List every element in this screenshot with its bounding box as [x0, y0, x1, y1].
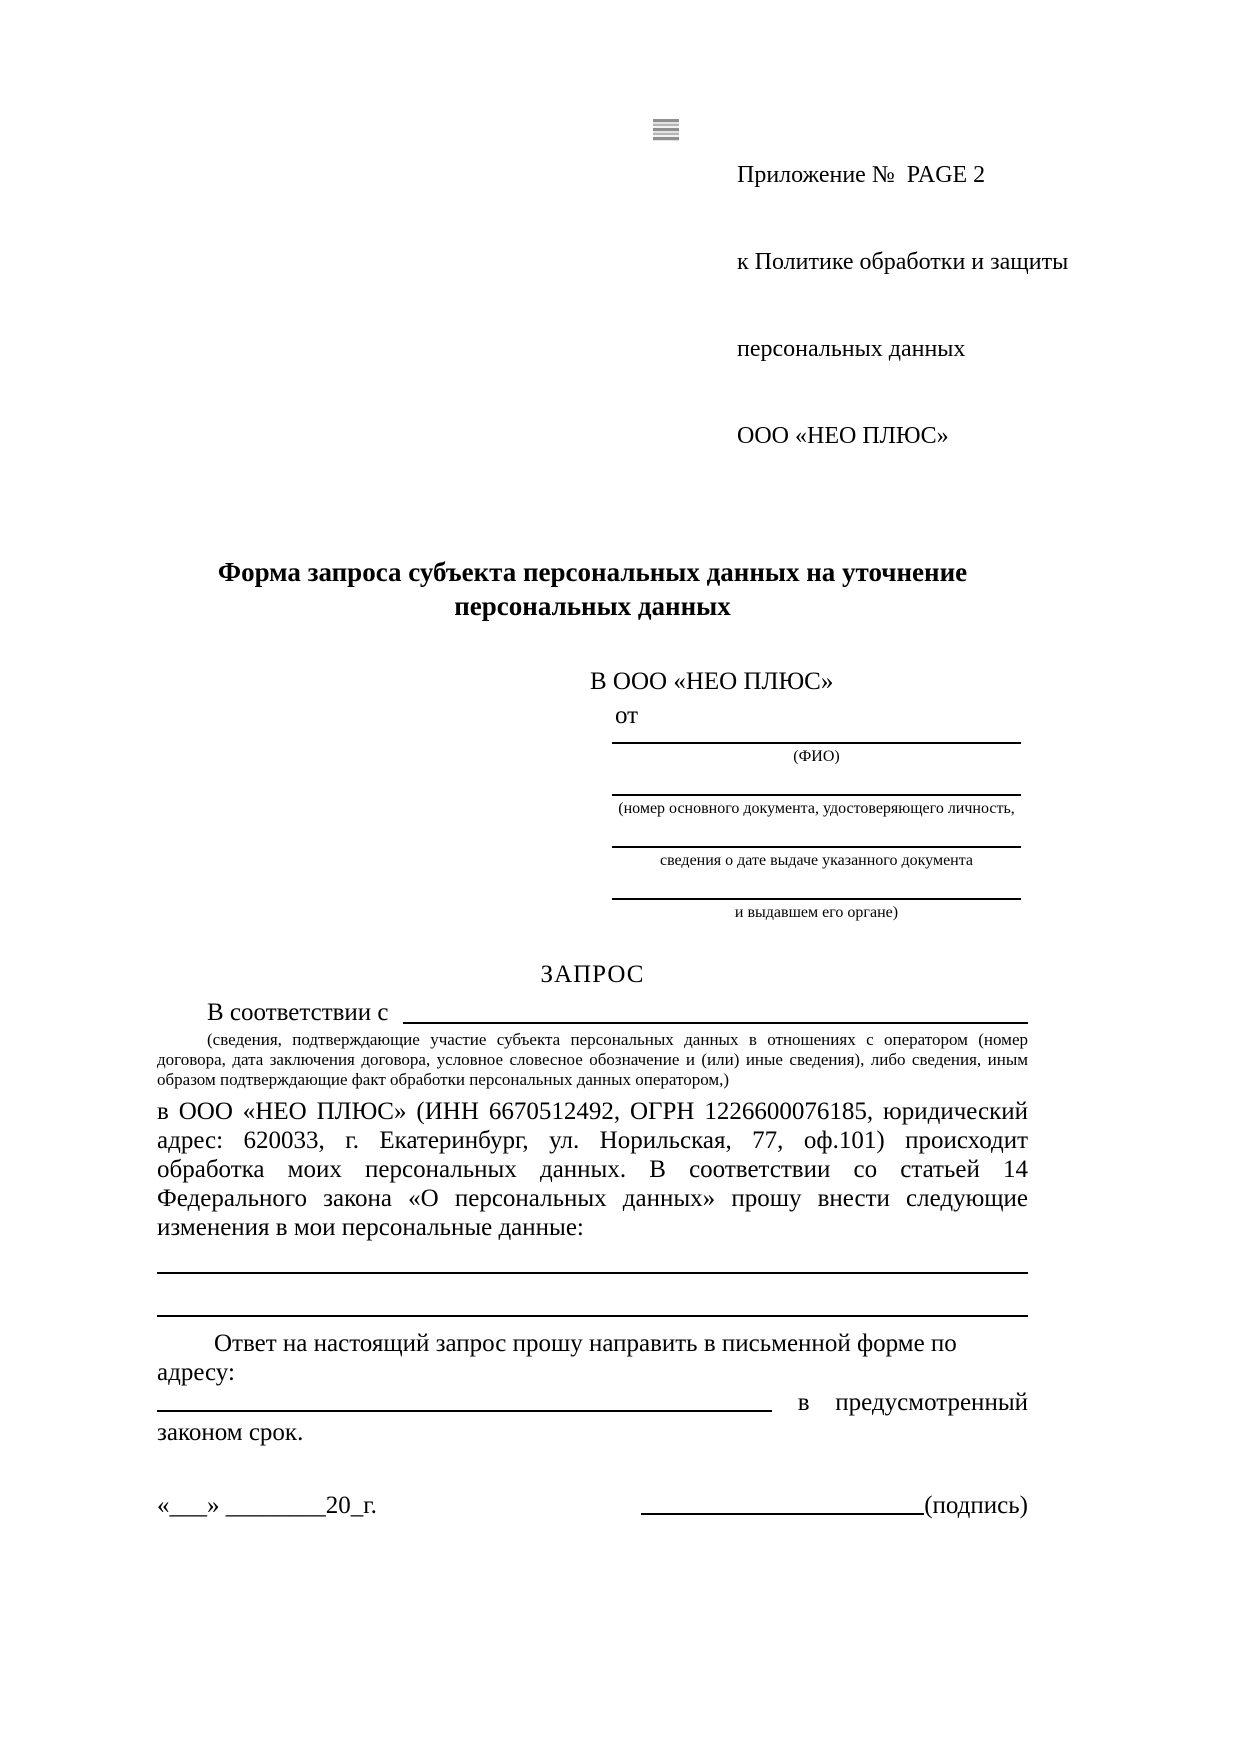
fio-caption: (ФИО) [793, 748, 840, 765]
changes-fill-line-1 [157, 1272, 1028, 1274]
date-fill-text: «___» ________20_г. [157, 1492, 377, 1519]
document-title-line-2: персональных данных [454, 591, 731, 621]
addressee-block [157, 667, 1028, 922]
applicant-fill-fields [612, 742, 1021, 922]
changes-fill-line-2 [157, 1315, 1028, 1317]
request-intro-row [157, 998, 1028, 1028]
document-number-fill-line [612, 794, 1021, 796]
response-request-paragraph: Ответ на настоящий запрос прошу направить в письменной форме по адресу: [157, 1330, 957, 1386]
request-intro-text: В соответствии с [207, 999, 395, 1026]
response-address-row [157, 1388, 1028, 1417]
document-title [157, 555, 1028, 623]
response-word-v: в [797, 1389, 810, 1416]
response-word-predusmotrennyj: предусмотренный [835, 1389, 1028, 1416]
response-tail-text: законом срок. [157, 1419, 304, 1446]
response-address-fill-line [157, 1388, 772, 1412]
signature-caption: (подпись) [924, 1492, 1028, 1519]
appendix-company-line: ООО «НЕО ПЛЮС» [737, 423, 949, 449]
issue-date-fill-line [612, 846, 1021, 848]
document-number-caption: (номер основного документа, удостоверяющего личность, [618, 800, 1015, 817]
request-heading: ЗАПРОС [540, 961, 645, 988]
addressee-from-label: от [615, 702, 639, 729]
document-content [0, 103, 1242, 1520]
appendix-header [157, 103, 1069, 509]
addressee-company: В ООО «НЕО ПЛЮС» [590, 668, 834, 695]
evidence-explanation-note: (сведения, подтверждающие участие субъекта персональных данных в отношениях с оператором (номер договора, дата заключения договора, условное словесное обозначение и (или) иные сведения), либо сведения, иным образом подтверждающие факт обработки персональных данных оператором,) [157, 1030, 1028, 1089]
signature-fill-line [641, 1491, 924, 1515]
document-title-line-1: Форма запроса субъекта персональных данных на уточнение [217, 557, 968, 587]
date-signature-row [157, 1491, 1028, 1520]
issue-date-caption: сведения о дате выдаче указанного документа [659, 852, 974, 869]
signature-group [641, 1491, 1028, 1520]
appendix-policy-line: к Политике обработки и защиты [737, 249, 1069, 275]
fio-fill-line [612, 742, 1021, 744]
request-body-paragraph: в ООО «НЕО ПЛЮС» (ИНН 6670512492, ОГРН 1226600076185, юридический адрес: 620033, г. Екатеринбург, ул. Норильская, 77, оф.101) происходит обработка моих персональных данных. В соответствии со статьей 14 Федерального закона «О персональных данных» прошу внести следующие изменения в мои персональные данные: [157, 1098, 1028, 1241]
relationship-evidence-fill-line [403, 998, 1028, 1024]
appendix-subject-line: персональных данных [737, 336, 966, 362]
issuing-authority-fill-line [612, 898, 1021, 900]
issuing-authority-caption: и выдавшем его органе) [734, 904, 899, 921]
appendix-header-text [737, 103, 1069, 509]
appendix-number-line: Приложение № PAGE 2 [737, 162, 986, 188]
broken-field-artifact-icon [653, 119, 679, 141]
